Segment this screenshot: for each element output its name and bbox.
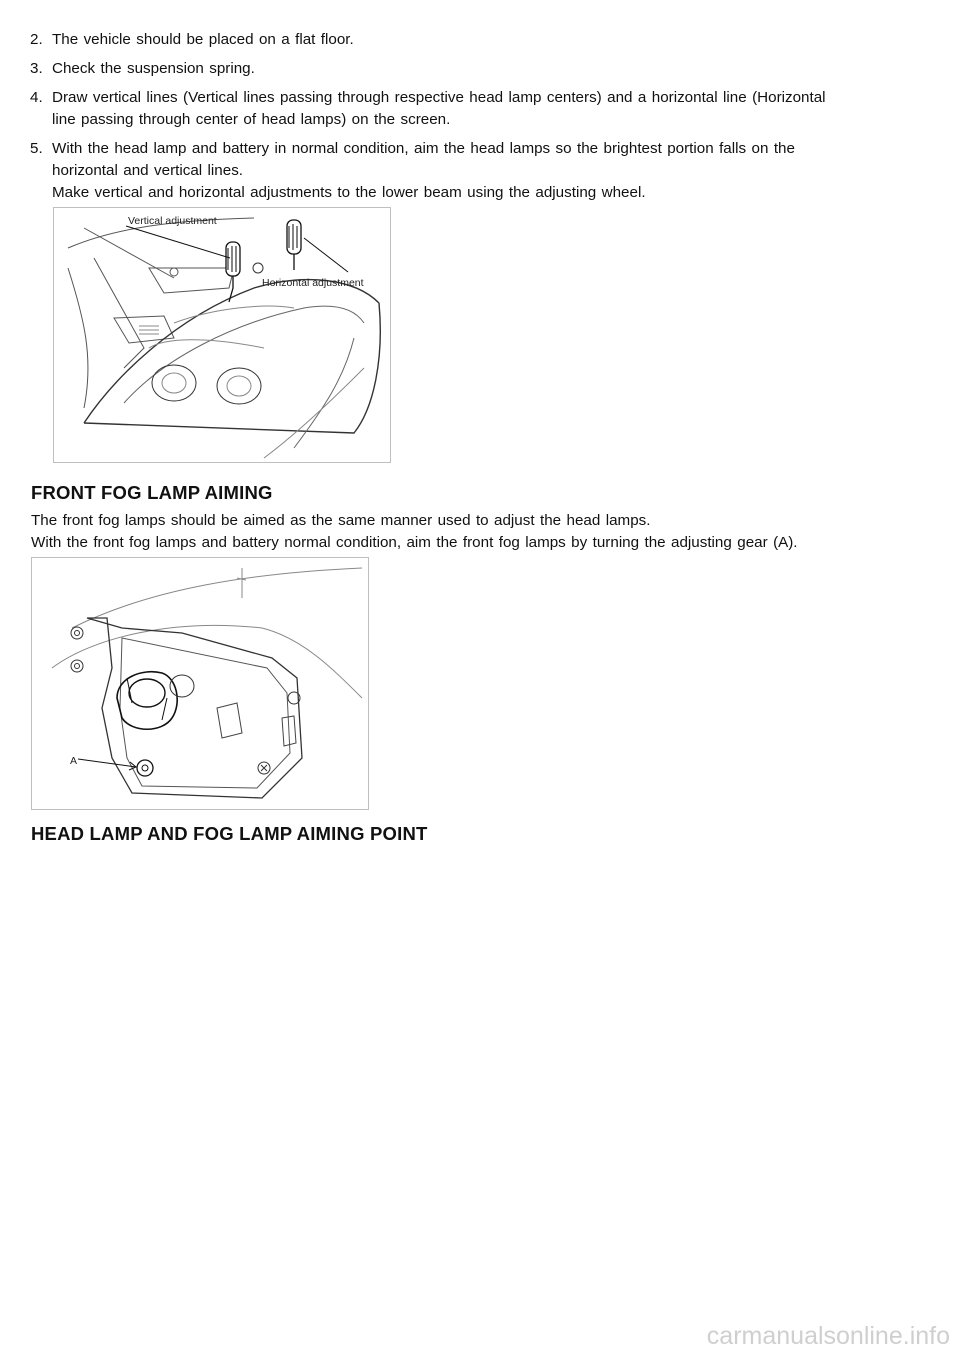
step-number: 2. <box>30 31 43 48</box>
step-text: Make vertical and horizontal adjustments to the lower beam using the adjusting wheel. <box>52 184 646 201</box>
step-number: 5. <box>30 140 43 157</box>
fog-lamp-aiming-heading: FRONT FOG LAMP AIMING <box>31 482 273 503</box>
procedure-steps <box>30 29 910 211</box>
fog-lamp-paragraph: The front fog lamps should be aimed as the same manner used to adjust the head lamps. <box>31 512 651 529</box>
step-number: 4. <box>30 89 43 106</box>
head-lamp-adjustment-figure <box>53 207 391 463</box>
step-5 <box>30 138 910 204</box>
step-text: Check the suspension spring. <box>52 60 255 77</box>
aiming-point-heading: HEAD LAMP AND FOG LAMP AIMING POINT <box>31 823 428 844</box>
site-watermark: carmanualsonline.info <box>706 1322 950 1350</box>
horizontal-adjustment-label: Horizontal adjustment <box>262 277 364 289</box>
step-number: 3. <box>30 60 43 77</box>
step-text: horizontal and vertical lines. <box>52 162 244 179</box>
step-2 <box>30 29 910 51</box>
fog-lamp-paragraph: With the front fog lamps and battery normal condition, aim the front fog lamps by turning the adjusting gear (A). <box>31 534 798 551</box>
step-3 <box>30 58 910 80</box>
step-text: Draw vertical lines (Vertical lines passing through respective head lamp centers) and a horizontal line (Horizontal <box>52 89 826 106</box>
adjusting-gear-label: A <box>70 755 78 767</box>
step-text: With the head lamp and battery in normal condition, aim the head lamps so the brightest portion falls on the <box>52 140 795 157</box>
vertical-adjustment-label: Vertical adjustment <box>128 215 217 227</box>
fog-lamp-adjustment-figure <box>31 557 369 810</box>
step-text: line passing through center of head lamps) on the screen. <box>52 111 451 128</box>
step-text: The vehicle should be placed on a flat floor. <box>52 31 354 48</box>
step-4 <box>30 87 910 131</box>
